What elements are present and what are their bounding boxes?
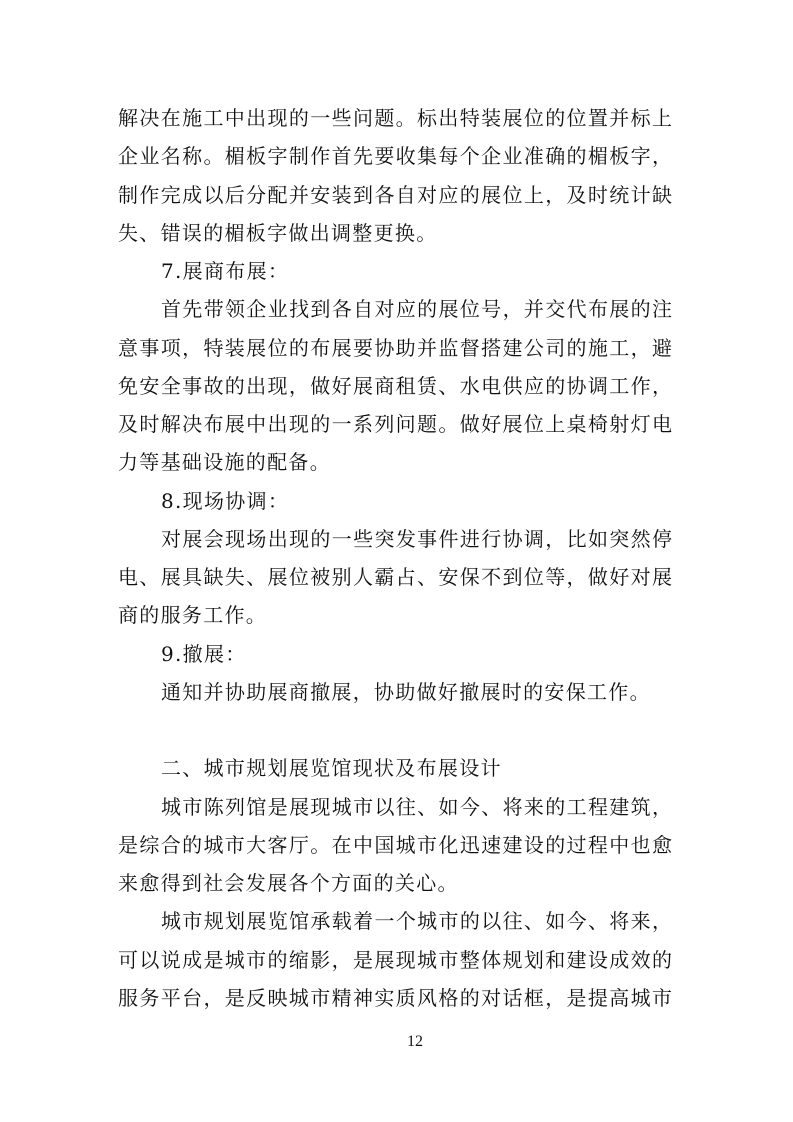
text-line: 服务平台，是反映城市精神实质风格的对话框，是提高城市 bbox=[118, 985, 672, 1010]
paragraph-teardown bbox=[118, 673, 672, 711]
text-line: 可以说成是城市的缩影，是展现城市整体规划和建设成效的 bbox=[118, 947, 672, 972]
text-line: 企业名称。楣板字制作首先要收集每个企业准确的楣板字， bbox=[118, 144, 672, 169]
text-line: 商的服务工作。 bbox=[118, 603, 268, 628]
item-heading: 8.现场协调： bbox=[161, 488, 290, 513]
page-number: 12 bbox=[407, 1033, 423, 1050]
text-line: 失、错误的楣板字做出调整更换。 bbox=[118, 220, 438, 245]
text-line: 及时解决布展中出现的一系列问题。做好展位上桌椅射灯电 bbox=[118, 412, 672, 436]
item-heading: 7.展商布展： bbox=[161, 259, 290, 283]
text-line: 城市陈列馆是展现城市以往、如今、将来的工程建筑， bbox=[161, 794, 672, 819]
text-line: 制作完成以后分配并安装到各自对应的展位上，及时统计缺 bbox=[118, 182, 672, 207]
item-heading-onsite-coordination bbox=[118, 482, 672, 520]
item-heading-exhibitor-setup bbox=[118, 252, 672, 290]
item-heading-teardown bbox=[118, 635, 672, 673]
text-line: 是综合的城市大客厅。在中国城市化迅速建设的过程中也愈 bbox=[118, 832, 672, 857]
text-line: 意事项，特装展位的布展要协助并监督搭建公司的施工，避 bbox=[118, 335, 672, 360]
text-line: 通知并协助展商撤展，协助做好撤展时的安保工作。 bbox=[161, 679, 651, 704]
blank-line bbox=[118, 711, 672, 749]
text-line: 免安全事故的出现，做好展商租赁、水电供应的协调工作， bbox=[118, 373, 672, 398]
text-line: 对展会现场出现的一些突发事件进行协调，比如突然停 bbox=[161, 526, 672, 551]
paragraph-city-exhibition-hall bbox=[118, 788, 672, 903]
text-line: 来愈得到社会发展各个方面的关心。 bbox=[118, 871, 459, 895]
paragraph-planning-hall bbox=[118, 902, 672, 1017]
text-line: 城市规划展览馆承载着一个城市的以往、如今、将来， bbox=[161, 909, 672, 934]
paragraph-onsite-coordination bbox=[118, 520, 672, 635]
section-heading bbox=[118, 749, 672, 787]
text-line: 首先带领企业找到各自对应的展位号，并交代布展的注 bbox=[161, 297, 672, 322]
section-heading-text: 二、城市规划展览馆现状及布展设计 bbox=[161, 756, 502, 781]
document-body bbox=[118, 99, 672, 1017]
paragraph-exhibitor-setup bbox=[118, 290, 672, 481]
text-line: 力等基础设施的配备。 bbox=[118, 450, 331, 475]
paragraph-continuation bbox=[118, 99, 672, 252]
text-line: 电、展具缺失、展位被别人霸占、安保不到位等，做好对展 bbox=[118, 565, 672, 589]
item-heading: 9.撤展： bbox=[161, 641, 247, 666]
text-line: 解决在施工中出现的一些问题。标出特装展位的位置并标上 bbox=[118, 106, 672, 130]
